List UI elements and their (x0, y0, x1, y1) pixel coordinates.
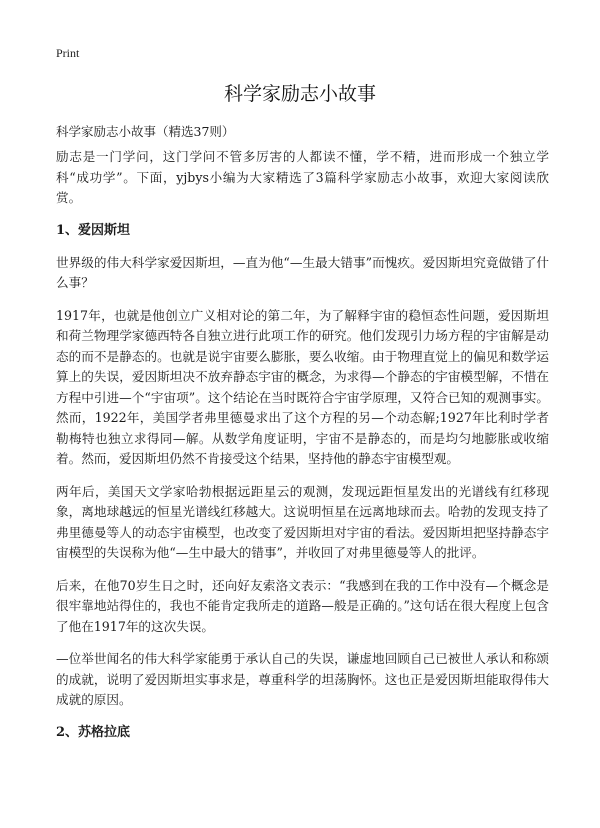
document-subtitle: 科学家励志小故事（精选37则） (56, 124, 235, 139)
paragraph: 1917年，也就是他创立广义相对论的第二年，为了解释宇宙的稳恒态性问题，爱因斯坦和荷兰物理学家德西特各自独立进行此项工作的研究。他们发现引力场方程的宇宙解是动态的而不是静态的。也就是说宇宙要么膨胀，要么收缩。由于物理直觉上的偏见和数学运算上的失误，爱因斯坦决不放弃静态宇宙的概念，为求得—个静态的宇宙模型解，不惜在方程中引进—个“宇宙项”。这个结论在当时既符合宇宙学原理，又符合已知的观测事实。然而，1922年，美国学者弗里德曼求出了这个方程的另—个动态解;1927年比利时学者勒梅特也独立求得同—解。从数学角度证明，宇宙不是静态的，而是均匀地膨胀或收缩着。然而，爱因斯坦仍然不肯接受这个结果，坚持他的静态宇宙模型观。 (56, 307, 549, 466)
paragraph: 后来，在他70岁生日之时，还向好友索洛文表示：“我感到在我的工作中没有—个概念是很牢靠地站得住的，我也不能肯定我所走的道路—般是正确的。”这句话在很大程度上包含了他在1917年的这次失误。 (56, 577, 549, 634)
document-body (56, 147, 549, 755)
section-heading-einstein: 1、爱因斯坦 (56, 222, 131, 238)
paragraph: 世界级的伟大科学家爱因斯坦，—直为他“—生最大错事”而愧疚。爱因斯坦究竟做错了什么事？ (56, 254, 549, 290)
page-title: 科学家励志小故事 (223, 83, 376, 105)
paragraph: 两年后，美国天文学家哈勃根据远距星云的观测，发现远距恒星发出的光谱线有红移现象，离地球越远的恒星光谱线红移越大。这说明恒星在远离地球而去。哈勃的发现支持了弗里德曼等人的动态宇宙模型，也改变了爱因斯坦对宇宙的看法。爱因斯坦把坚持静态宇宙模型的失误称为他“—生中最大的错事”，并收回了对弗里德曼等人的批评。 (56, 483, 549, 560)
intro-paragraph: 励志是一门学问，这门学问不管多厉害的人都读不懂，学不精，进而形成一个独立学科“成功学”。下面，yjbys小编为大家精选了3篇科学家励志小故事，欢迎大家阅读欣赏。 (56, 149, 549, 205)
print-label[interactable]: Print (56, 46, 80, 60)
section-heading-socrates: 2、苏格拉底 (56, 724, 131, 740)
paragraph: —位举世闻名的伟大科学家能勇于承认自己的失误，谦虚地回顾自己已被世人承认和称颂的成就，说明了爱因斯坦实事求是，尊重科学的坦荡胸怀。这也正是爱因斯坦能取得伟大成就的原因。 (56, 651, 549, 707)
